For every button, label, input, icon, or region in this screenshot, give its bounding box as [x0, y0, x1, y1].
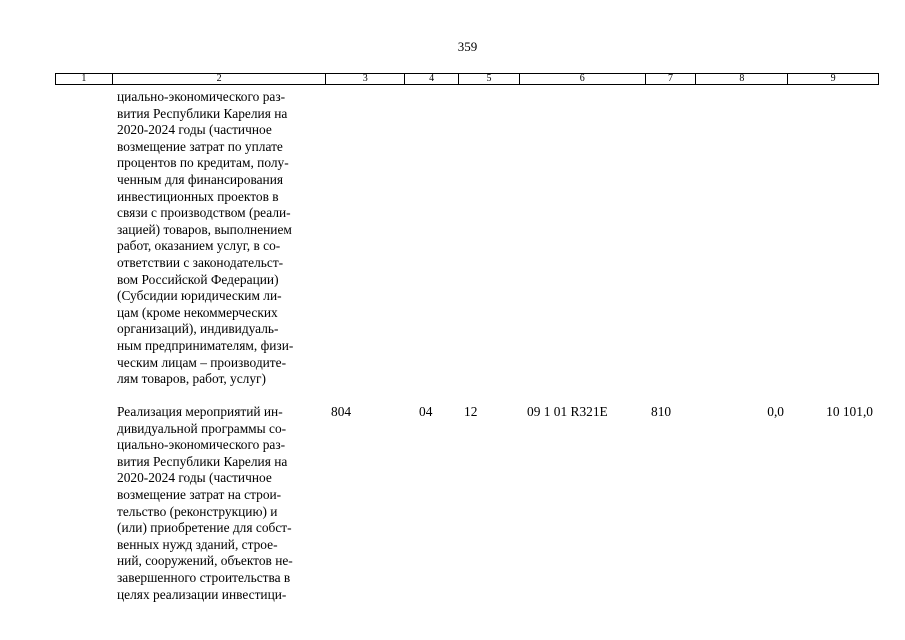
row-2-expense-type: 810 — [651, 404, 672, 419]
header-col-6: 6 — [520, 74, 646, 84]
header-col-9: 9 — [830, 73, 836, 84]
header-col-4: 4 — [405, 74, 459, 84]
row-2-subsection-code: 12 — [464, 404, 478, 419]
row-2-section-code: 04 — [419, 404, 433, 419]
header-col-5: 5 — [459, 74, 520, 84]
header-col-2: 2 — [113, 74, 326, 84]
row-2-amount-col-8: 0,0 — [767, 404, 784, 419]
row-2-amount-col-9: 10 101,0 — [826, 404, 873, 419]
header-col-1: 1 — [56, 74, 113, 84]
header-col-3: 3 — [326, 74, 405, 84]
row-2-target-article: 09 1 01 R321E — [527, 404, 608, 419]
row-1-description: циально-экономического раз- вития Республики Карелия на 2020-2024 годы (частичное возмещение затрат по уплате процентов по кредитам, полу- ченным для финансирования инвестиционных проектов в связи с производством (реали- зацией) товаров, выполнением работ, оказанием услуг, в со- ответствии с законодательст- вом Российской Федерации) (Субсидии юридическим ли- цам (кроме некоммерческих организаций), индивидуаль- ным предпринимателям, физи- ческим лицам – производите- лям товаров, работ, услуг) — [117, 89, 294, 387]
row-2-grbs-code: 804 — [331, 404, 352, 419]
table-header-row — [55, 73, 879, 85]
page-number: 359 — [457, 39, 478, 54]
row-2-description: Реализация мероприятий ин- дивидуальной программы со- циально-экономического раз- вития Республики Карелия на 2020-2024 годы (частичное возмещение затрат на строи- тельство (реконструкцию) и (или) приобретение для собст- венных нужд зданий, строе- ний, сооружений, объектов не- завершенного строительства в целях реализации инвестици- — [117, 404, 293, 602]
header-col-8: 8 — [696, 74, 788, 84]
header-col-7: 7 — [646, 74, 697, 84]
